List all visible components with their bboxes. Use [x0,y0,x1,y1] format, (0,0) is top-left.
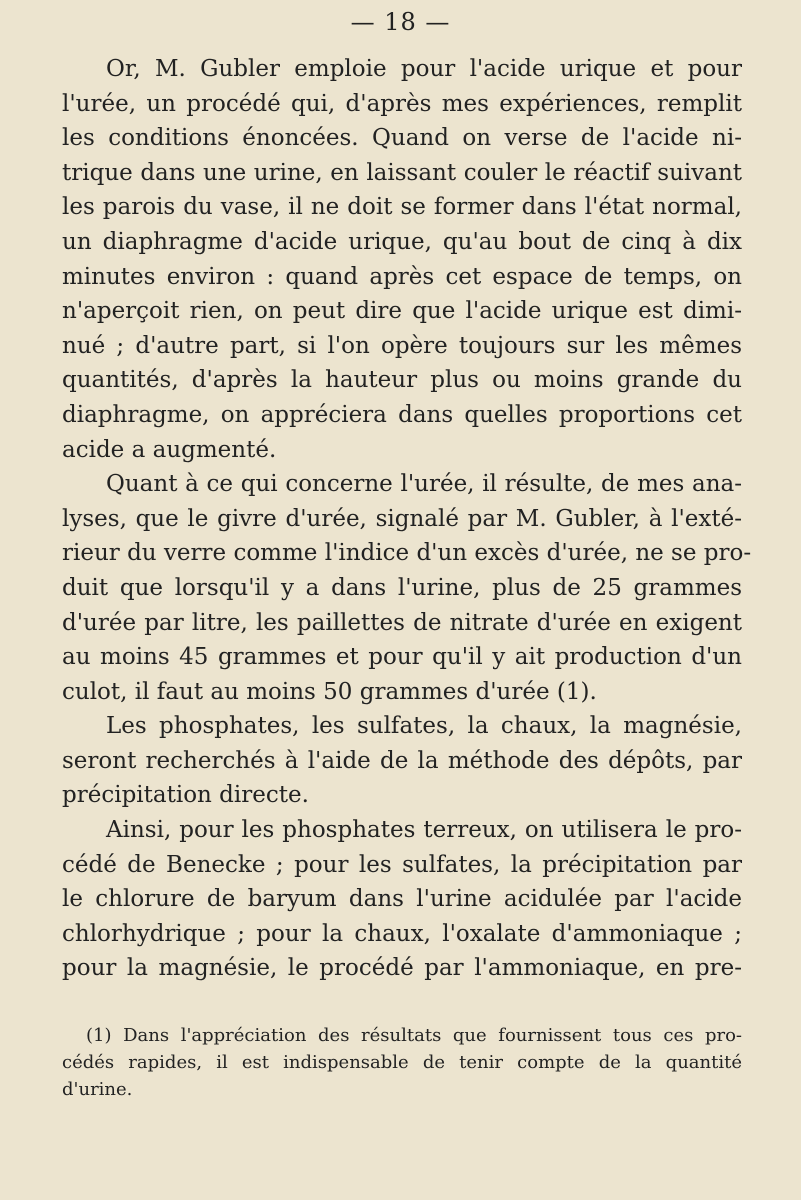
text-line-24: cédé de Benecke ; pour les sulfates, la précipitation par [62,851,742,878]
text-line-16: duit que lorsqu'il y a dans l'urine, plus de 25 grammes [62,574,742,601]
text-line-18: au moins 45 grammes et pour qu'il y ait production d'un [62,644,742,671]
text-line-22: précipitation directe. [62,782,309,809]
text-line-23: Ainsi, pour les phosphates terreux, on utilisera le pro- [106,817,742,844]
text-line-12: acide a augmenté. [62,436,277,463]
text-line-8: n'aperçoit rien, on peut dire que l'acide urique est dimi- [62,298,742,325]
main-text [62,52,752,986]
text-line-20: Les phosphates, les sulfates, la chaux, la magnésie, [106,713,742,740]
text-line-5: les parois du vase, il ne doit se former dans l'état normal, [62,194,742,221]
text-line-17: d'urée par litre, les paillettes de nitrate d'urée en exigent [62,609,742,636]
text-line-1: Or, M. Gubler emploie pour l'acide urique et pour [106,56,742,82]
text-line-21: seront recherchés à l'aide de la méthode des dépôts, par [62,747,742,774]
page-number: — 18 — [350,8,451,36]
footnote [62,1022,742,1103]
footnote-line-1: (1) Dans l'appréciation des résultats que fournissent tous ces pro- [86,1025,742,1046]
text-line-13: Quant à ce qui concerne l'urée, il résulte, de mes ana- [106,471,742,498]
footnote-line-3: d'urine. [62,1079,133,1100]
text-line-26: chlorhydrique ; pour la chaux, l'oxalate d'ammoniaque ; [62,920,742,947]
text-line-2: l'urée, un procédé qui, d'après mes expériences, remplit [62,90,742,117]
text-line-14: lyses, que le givre d'urée, signalé par M. Gubler, à l'exté- [62,505,742,532]
text-line-27: pour la magnésie, le procédé par l'ammoniaque, en pre- [62,955,742,982]
text-line-15: rieur du verre comme l'indice d'un excès d'urée, ne se pro- [62,540,752,567]
text-line-4: trique dans une urine, en laissant couler le réactif suivant [62,159,742,186]
text-line-3: les conditions énoncées. Quand on verse de l'acide ni- [62,125,742,152]
text-line-7: minutes environ : quand après cet espace de temps, on [62,263,742,290]
footnote-line-2: cédés rapides, il est indispensable de tenir compte de la quantité [62,1052,742,1073]
text-line-19: culot, il faut au moins 50 grammes d'urée (1). [62,678,597,705]
text-line-11: diaphragme, on appréciera dans quelles proportions cet [62,401,742,428]
text-line-6: un diaphragme d'acide urique, qu'au bout de cinq à dix [62,228,742,255]
text-line-25: le chlorure de baryum dans l'urine acidulée par l'acide [62,886,742,913]
text-line-10: quantités, d'après la hauteur plus ou moins grande du [62,367,742,394]
text-line-9: nué ; d'autre part, si l'on opère toujours sur les mêmes [62,332,742,359]
